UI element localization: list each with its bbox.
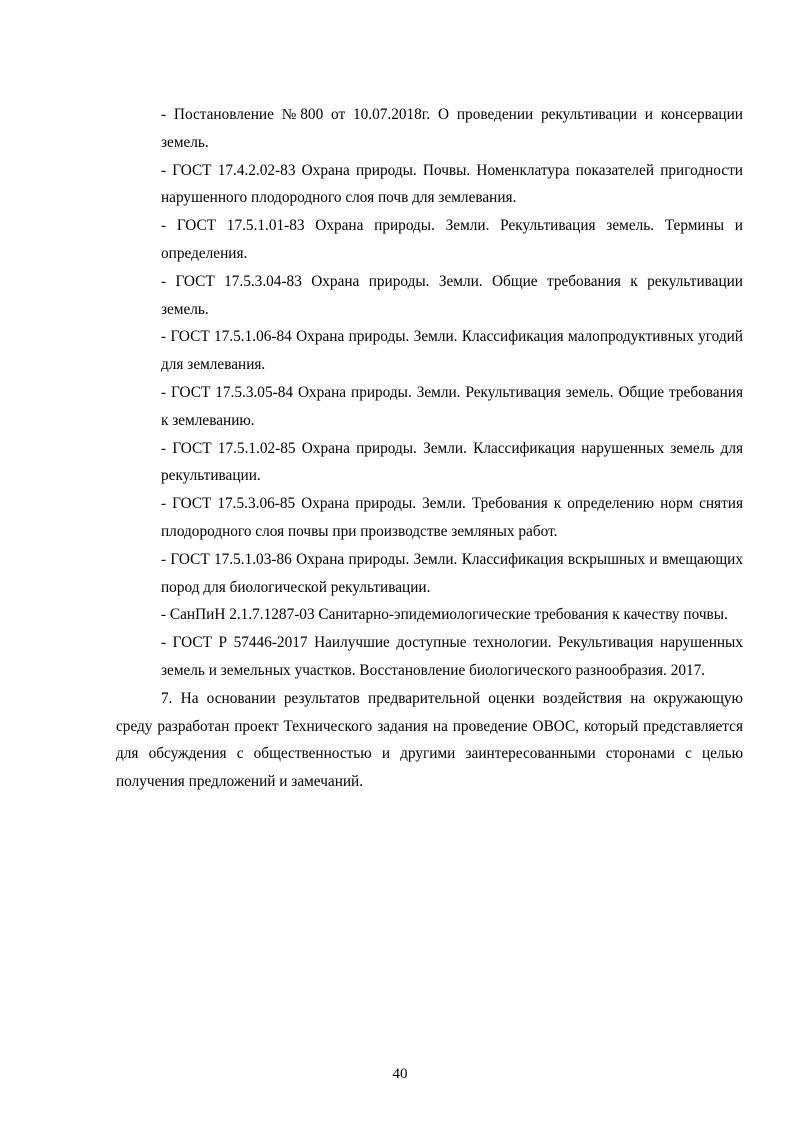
list-item-gost-17-5-1-06-84: - ГОСТ 17.5.1.06-84 Охрана природы. Земли. Классификация малопродуктивных угодий для землевания. [161,328,743,374]
list-item-sanpin-2-1-7-1287-03: - СанПиН 2.1.7.1287-03 Санитарно-эпидемиологические требования к качеству почвы. [161,606,728,624]
list-item-gost-17-5-1-02-85: - ГОСТ 17.5.1.02-85 Охрана природы. Земли. Классификация нарушенных земель для рекультивации. [161,439,743,485]
list-item-gost-17-5-1-03-86: - ГОСТ 17.5.1.03-86 Охрана природы. Земли. Классификация вскрышных и вмещающих пород для биологической рекультивации. [161,550,743,596]
list-item-resolution-800: - Постановление №800 от 10.07.2018г. О проведении рекультивации и консервации земель. [161,106,743,151]
paragraph-item-7: 7. На основании результатов предварительной оценки воздействия на окружающую среду разработан проект Технического задания на проведение ОВОС, который представляется для обсуждения с общественностью и другими заинтересованными сторонами с целью получения предложений и замечаний. [116,689,743,791]
list-item-gost-r-57446-2017: - ГОСТ Р 57446-2017 Наилучшие доступные технологии. Рекультивация нарушенных земель и земельных участков. Восстановление биологического разнообразия. 2017. [161,634,743,679]
list-item-gost-17-5-3-05-84: - ГОСТ 17.5.3.05-84 Охрана природы. Земли. Рекультивация земель. Общие требования к землеванию. [161,383,743,429]
list-item-gost-17-5-3-06-85: - ГОСТ 17.5.3.06-85 Охрана природы. Земли. Требования к определению норм снятия плодородного слоя почвы при производстве земляных работ. [161,495,743,540]
list-item-gost-17-5-1-01-83: - ГОСТ 17.5.1.01-83 Охрана природы. Земли. Рекультивация земель. Термины и определения. [161,217,743,262]
list-item-gost-17-5-3-04-83: - ГОСТ 17.5.3.04-83 Охрана природы. Земли. Общие требования к рекультивации земель. [161,272,743,318]
list-item-gost-17-4-2-02-83: - ГОСТ 17.4.2.02-83 Охрана природы. Почвы. Номенклатура показателей пригодности нарушенного плодородного слоя почв для землевания. [161,161,743,207]
page-number: 40 [392,1066,408,1082]
document-body [116,101,743,796]
